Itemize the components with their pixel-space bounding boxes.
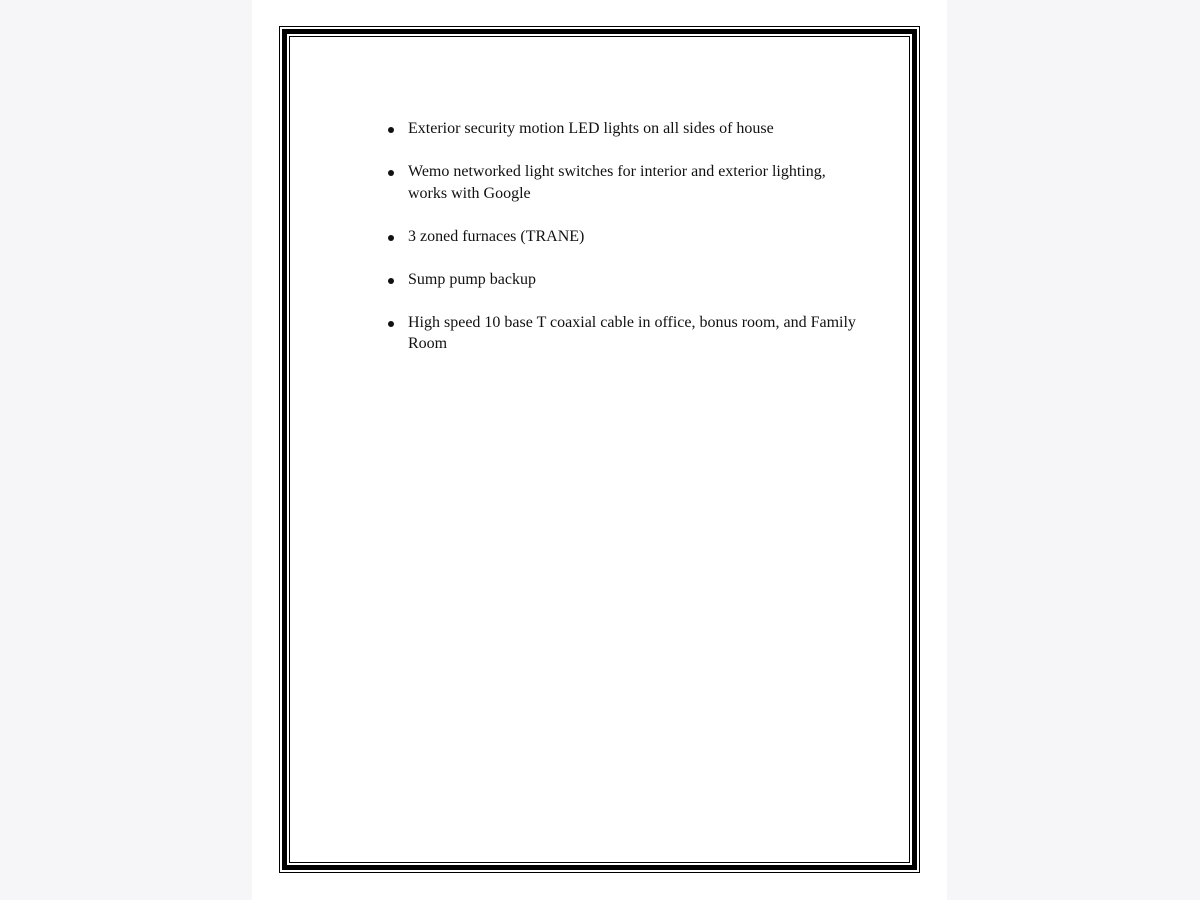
page-content (384, 118, 864, 376)
list-item-text: Sump pump backup (408, 270, 536, 288)
document-page (252, 0, 947, 900)
bullet-icon (388, 321, 394, 327)
list-item-text: Wemo networked light switches for interior and exterior lighting, works with Google (408, 163, 826, 202)
list-item (384, 226, 864, 248)
list-item-text: High speed 10 base T coaxial cable in office, bonus room, and Family Room (408, 313, 856, 352)
list-item (384, 161, 864, 204)
bullet-icon (388, 127, 394, 133)
feature-list (384, 118, 864, 355)
list-item-text: Exterior security motion LED lights on all sides of house (408, 120, 774, 137)
list-item-text: 3 zoned furnaces (TRANE) (408, 227, 585, 245)
bullet-icon (388, 278, 394, 284)
list-item (384, 312, 864, 355)
bullet-icon (388, 170, 394, 176)
list-item (384, 269, 864, 291)
bullet-icon (388, 235, 394, 241)
list-item (384, 118, 864, 140)
